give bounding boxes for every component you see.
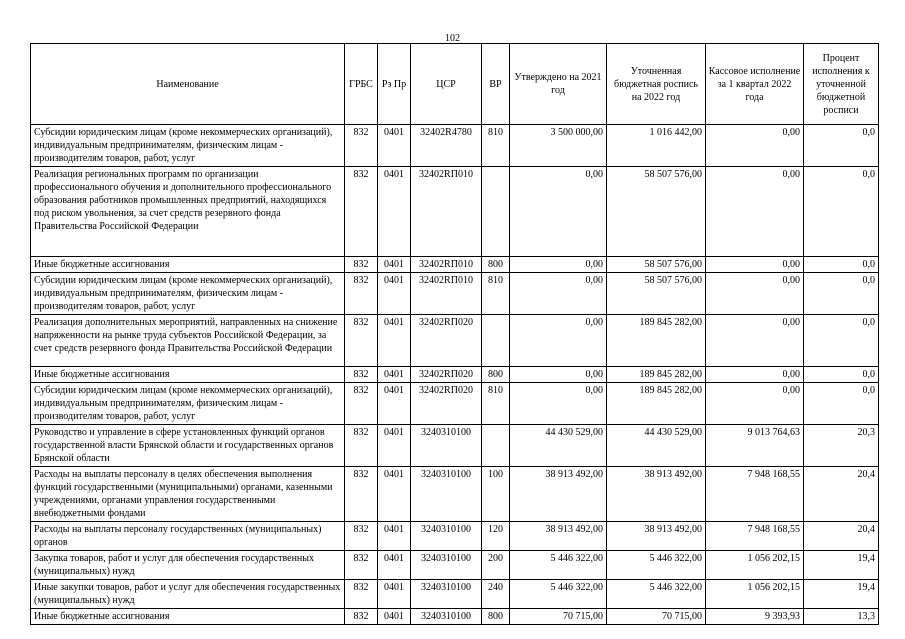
row-grbs-cell: 832: [345, 425, 378, 467]
table-row: [31, 609, 879, 625]
row-refined-cell: 58 507 576,00: [607, 257, 706, 273]
header-percent: Процент исполнения к уточненной бюджетной росписи: [804, 44, 879, 125]
row-grbs-cell: 832: [345, 315, 378, 367]
row-rzpr-cell: 0401: [378, 315, 411, 367]
row-refined-cell: 1 016 442,00: [607, 125, 706, 167]
row-name-cell: Субсидии юридическим лицам (кроме некоммерческих организаций), индивидуальным предпринимателям, физическим лицам - производителям товаров, работ, услуг: [31, 383, 345, 425]
row-approved-cell: 38 913 492,00: [510, 467, 607, 522]
page-number: 102: [445, 33, 460, 44]
row-rzpr-cell: 0401: [378, 257, 411, 273]
row-percent-cell: 0,0: [804, 167, 879, 257]
table-row: [31, 125, 879, 167]
row-name-cell: Закупка товаров, работ и услуг для обеспечения государственных (муниципальных) нужд: [31, 551, 345, 580]
row-percent-cell: 13,3: [804, 609, 879, 625]
row-grbs-cell: 832: [345, 367, 378, 383]
row-cash-cell: 1 056 202,15: [706, 551, 804, 580]
row-refined-cell: 58 507 576,00: [607, 273, 706, 315]
row-rzpr-cell: 0401: [378, 609, 411, 625]
row-grbs-cell: 832: [345, 609, 378, 625]
row-approved-cell: 3 500 000,00: [510, 125, 607, 167]
row-vr-cell: 120: [482, 522, 510, 551]
row-refined-cell: 189 845 282,00: [607, 383, 706, 425]
row-cash-cell: 0,00: [706, 383, 804, 425]
row-approved-cell: 0,00: [510, 315, 607, 367]
row-approved-cell: 44 430 529,00: [510, 425, 607, 467]
row-approved-cell: 0,00: [510, 383, 607, 425]
row-vr-cell: 810: [482, 273, 510, 315]
table-row: [31, 167, 879, 257]
row-percent-cell: 20,4: [804, 467, 879, 522]
row-approved-cell: 5 446 322,00: [510, 580, 607, 609]
row-refined-cell: 44 430 529,00: [607, 425, 706, 467]
row-refined-cell: 58 507 576,00: [607, 167, 706, 257]
row-name-cell: Субсидии юридическим лицам (кроме некоммерческих организаций), индивидуальным предпринимателям, физическим лицам - производителям товаров, работ, услуг: [31, 125, 345, 167]
row-csr-cell: 32402RП020: [411, 367, 482, 383]
row-vr-cell: 200: [482, 551, 510, 580]
row-csr-cell: 3240310100: [411, 609, 482, 625]
row-csr-cell: 3240310100: [411, 522, 482, 551]
row-approved-cell: 0,00: [510, 257, 607, 273]
row-csr-cell: 3240310100: [411, 580, 482, 609]
row-csr-cell: 3240310100: [411, 467, 482, 522]
row-csr-cell: 32402RП010: [411, 273, 482, 315]
header-approved: Утверждено на 2021 год: [510, 44, 607, 125]
row-cash-cell: 0,00: [706, 367, 804, 383]
row-percent-cell: 20,4: [804, 522, 879, 551]
row-refined-cell: 5 446 322,00: [607, 551, 706, 580]
row-name-cell: Иные закупки товаров, работ и услуг для обеспечения государственных (муниципальных) нужд: [31, 580, 345, 609]
row-name-cell: Руководство и управление в сфере установленных функций органов государственной власти Брянской области и государственных органов Брянской области: [31, 425, 345, 467]
row-rzpr-cell: 0401: [378, 125, 411, 167]
row-name-cell: Реализация региональных программ по организации профессионального обучения и дополнительного профессионального образования работников промышленных предприятий, находящихся под риском увольнения, за счет средств резервного фонда Правительства Российской Федерации: [31, 167, 345, 257]
table-row: [31, 580, 879, 609]
row-rzpr-cell: 0401: [378, 467, 411, 522]
row-name-cell: Иные бюджетные ассигнования: [31, 609, 345, 625]
row-name-cell: Иные бюджетные ассигнования: [31, 367, 345, 383]
header-refined: Уточненная бюджетная роспись на 2022 год: [607, 44, 706, 125]
row-rzpr-cell: 0401: [378, 167, 411, 257]
row-rzpr-cell: 0401: [378, 383, 411, 425]
row-vr-cell: 100: [482, 467, 510, 522]
row-refined-cell: 70 715,00: [607, 609, 706, 625]
row-vr-cell: 800: [482, 609, 510, 625]
row-approved-cell: 0,00: [510, 367, 607, 383]
row-csr-cell: 32402RП020: [411, 315, 482, 367]
header-grbs: ГРБС: [345, 44, 378, 125]
row-cash-cell: 0,00: [706, 273, 804, 315]
row-refined-cell: 5 446 322,00: [607, 580, 706, 609]
row-percent-cell: 0,0: [804, 383, 879, 425]
table-row: [31, 425, 879, 467]
row-percent-cell: 0,0: [804, 367, 879, 383]
row-csr-cell: 3240310100: [411, 425, 482, 467]
row-grbs-cell: 832: [345, 522, 378, 551]
row-vr-cell: 800: [482, 257, 510, 273]
row-name-cell: Расходы на выплаты персоналу государственных (муниципальных) органов: [31, 522, 345, 551]
row-percent-cell: 0,0: [804, 315, 879, 367]
row-percent-cell: 20,3: [804, 425, 879, 467]
table-row: [31, 273, 879, 315]
row-percent-cell: 19,4: [804, 551, 879, 580]
row-refined-cell: 38 913 492,00: [607, 522, 706, 551]
row-grbs-cell: 832: [345, 167, 378, 257]
row-csr-cell: 32402RП010: [411, 167, 482, 257]
row-csr-cell: 3240310100: [411, 551, 482, 580]
row-csr-cell: 32402RП010: [411, 257, 482, 273]
row-rzpr-cell: 0401: [378, 551, 411, 580]
header-cash: Кассовое исполнение за 1 квартал 2022 года: [706, 44, 804, 125]
row-cash-cell: 1 056 202,15: [706, 580, 804, 609]
row-approved-cell: 70 715,00: [510, 609, 607, 625]
row-name-cell: Субсидии юридическим лицам (кроме некоммерческих организаций), индивидуальным предпринимателям, физическим лицам - производителям товаров, работ, услуг: [31, 273, 345, 315]
table-row: [31, 383, 879, 425]
row-name-cell: Расходы на выплаты персоналу в целях обеспечения выполнения функций государственными (муниципальными) органами, казенными учреждениями, органами управления государственными внебюджетными фондами: [31, 467, 345, 522]
row-grbs-cell: 832: [345, 273, 378, 315]
row-csr-cell: 32402RП020: [411, 383, 482, 425]
row-approved-cell: 0,00: [510, 167, 607, 257]
row-percent-cell: 0,0: [804, 257, 879, 273]
row-rzpr-cell: 0401: [378, 367, 411, 383]
row-percent-cell: 0,0: [804, 125, 879, 167]
row-cash-cell: 0,00: [706, 257, 804, 273]
row-grbs-cell: 832: [345, 467, 378, 522]
row-cash-cell: 0,00: [706, 315, 804, 367]
row-rzpr-cell: 0401: [378, 273, 411, 315]
table-row: [31, 522, 879, 551]
row-rzpr-cell: 0401: [378, 425, 411, 467]
header-name: Наименование: [31, 44, 345, 125]
row-rzpr-cell: 0401: [378, 522, 411, 551]
row-name-cell: Иные бюджетные ассигнования: [31, 257, 345, 273]
row-cash-cell: 7 948 168,55: [706, 467, 804, 522]
budget-table: [30, 43, 879, 625]
row-grbs-cell: 832: [345, 551, 378, 580]
table-row: [31, 257, 879, 273]
row-cash-cell: 0,00: [706, 125, 804, 167]
header-vr: ВР: [482, 44, 510, 125]
row-grbs-cell: 832: [345, 580, 378, 609]
row-vr-cell: [482, 425, 510, 467]
row-vr-cell: 240: [482, 580, 510, 609]
table-row: [31, 367, 879, 383]
row-grbs-cell: 832: [345, 257, 378, 273]
header-csr: ЦСР: [411, 44, 482, 125]
row-name-cell: Реализация дополнительных мероприятий, направленных на снижение напряженности на рынке труда субъектов Российской Федерации, за счет средств резервного фонда Правительства Российской Федерации: [31, 315, 345, 367]
row-refined-cell: 189 845 282,00: [607, 367, 706, 383]
table-row: [31, 315, 879, 367]
row-percent-cell: 19,4: [804, 580, 879, 609]
row-vr-cell: 800: [482, 367, 510, 383]
row-vr-cell: [482, 315, 510, 367]
row-grbs-cell: 832: [345, 125, 378, 167]
row-approved-cell: 38 913 492,00: [510, 522, 607, 551]
row-cash-cell: 7 948 168,55: [706, 522, 804, 551]
row-cash-cell: 9 393,93: [706, 609, 804, 625]
row-vr-cell: [482, 167, 510, 257]
row-csr-cell: 32402R4780: [411, 125, 482, 167]
row-vr-cell: 810: [482, 383, 510, 425]
header-rzpr: Рз Пр: [378, 44, 411, 125]
row-approved-cell: 5 446 322,00: [510, 551, 607, 580]
row-approved-cell: 0,00: [510, 273, 607, 315]
table-row: [31, 551, 879, 580]
row-refined-cell: 189 845 282,00: [607, 315, 706, 367]
row-vr-cell: 810: [482, 125, 510, 167]
row-cash-cell: 9 013 764,63: [706, 425, 804, 467]
table-row: [31, 467, 879, 522]
row-grbs-cell: 832: [345, 383, 378, 425]
row-rzpr-cell: 0401: [378, 580, 411, 609]
table-body: [31, 125, 879, 625]
row-refined-cell: 38 913 492,00: [607, 467, 706, 522]
row-percent-cell: 0,0: [804, 273, 879, 315]
row-cash-cell: 0,00: [706, 167, 804, 257]
table-header-row: [31, 44, 879, 125]
